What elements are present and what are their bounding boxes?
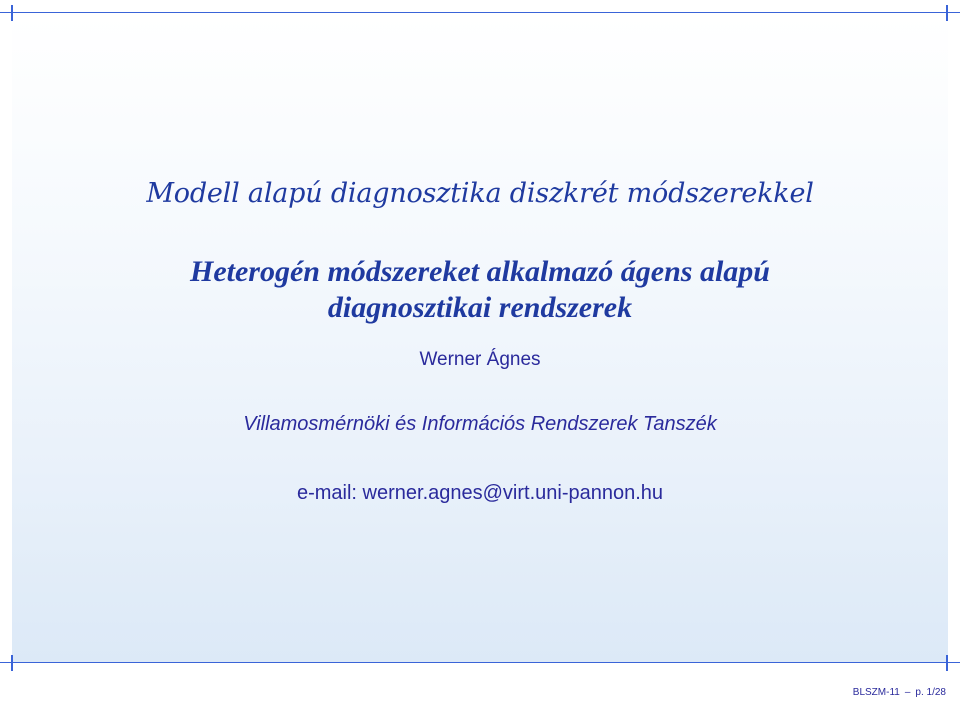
email-address: e-mail: werner.agnes@virt.uni-pannon.hu bbox=[296, 482, 664, 504]
slide-subtitle-line-2: diagnosztikai rendszerek bbox=[327, 291, 633, 324]
frame-top-line bbox=[0, 12, 960, 13]
footer-page-indicator bbox=[853, 687, 946, 698]
footer-course-code: BLSZM-11 bbox=[852, 687, 900, 698]
slide-subtitle bbox=[0, 254, 960, 326]
crop-mark-bottom-right bbox=[946, 655, 948, 671]
footer-page-number: p. 1/28 bbox=[915, 687, 946, 698]
footer-separator: – bbox=[904, 687, 911, 698]
crop-mark-top-left bbox=[11, 5, 13, 21]
slide-title: Modell alapú diagnosztika diszkrét módszerekkel bbox=[146, 178, 814, 209]
crop-mark-top-right bbox=[946, 5, 948, 21]
crop-mark-bottom-left bbox=[11, 655, 13, 671]
frame-bottom-line bbox=[0, 662, 960, 663]
slide-subtitle-line-1: Heterogén módszereket alkalmazó ágens alapú bbox=[190, 255, 770, 288]
author-name: Werner Ágnes bbox=[419, 349, 541, 370]
slide-background bbox=[12, 16, 948, 662]
department-name: Villamosmérnöki és Információs Rendszerek Tanszék bbox=[243, 413, 717, 435]
